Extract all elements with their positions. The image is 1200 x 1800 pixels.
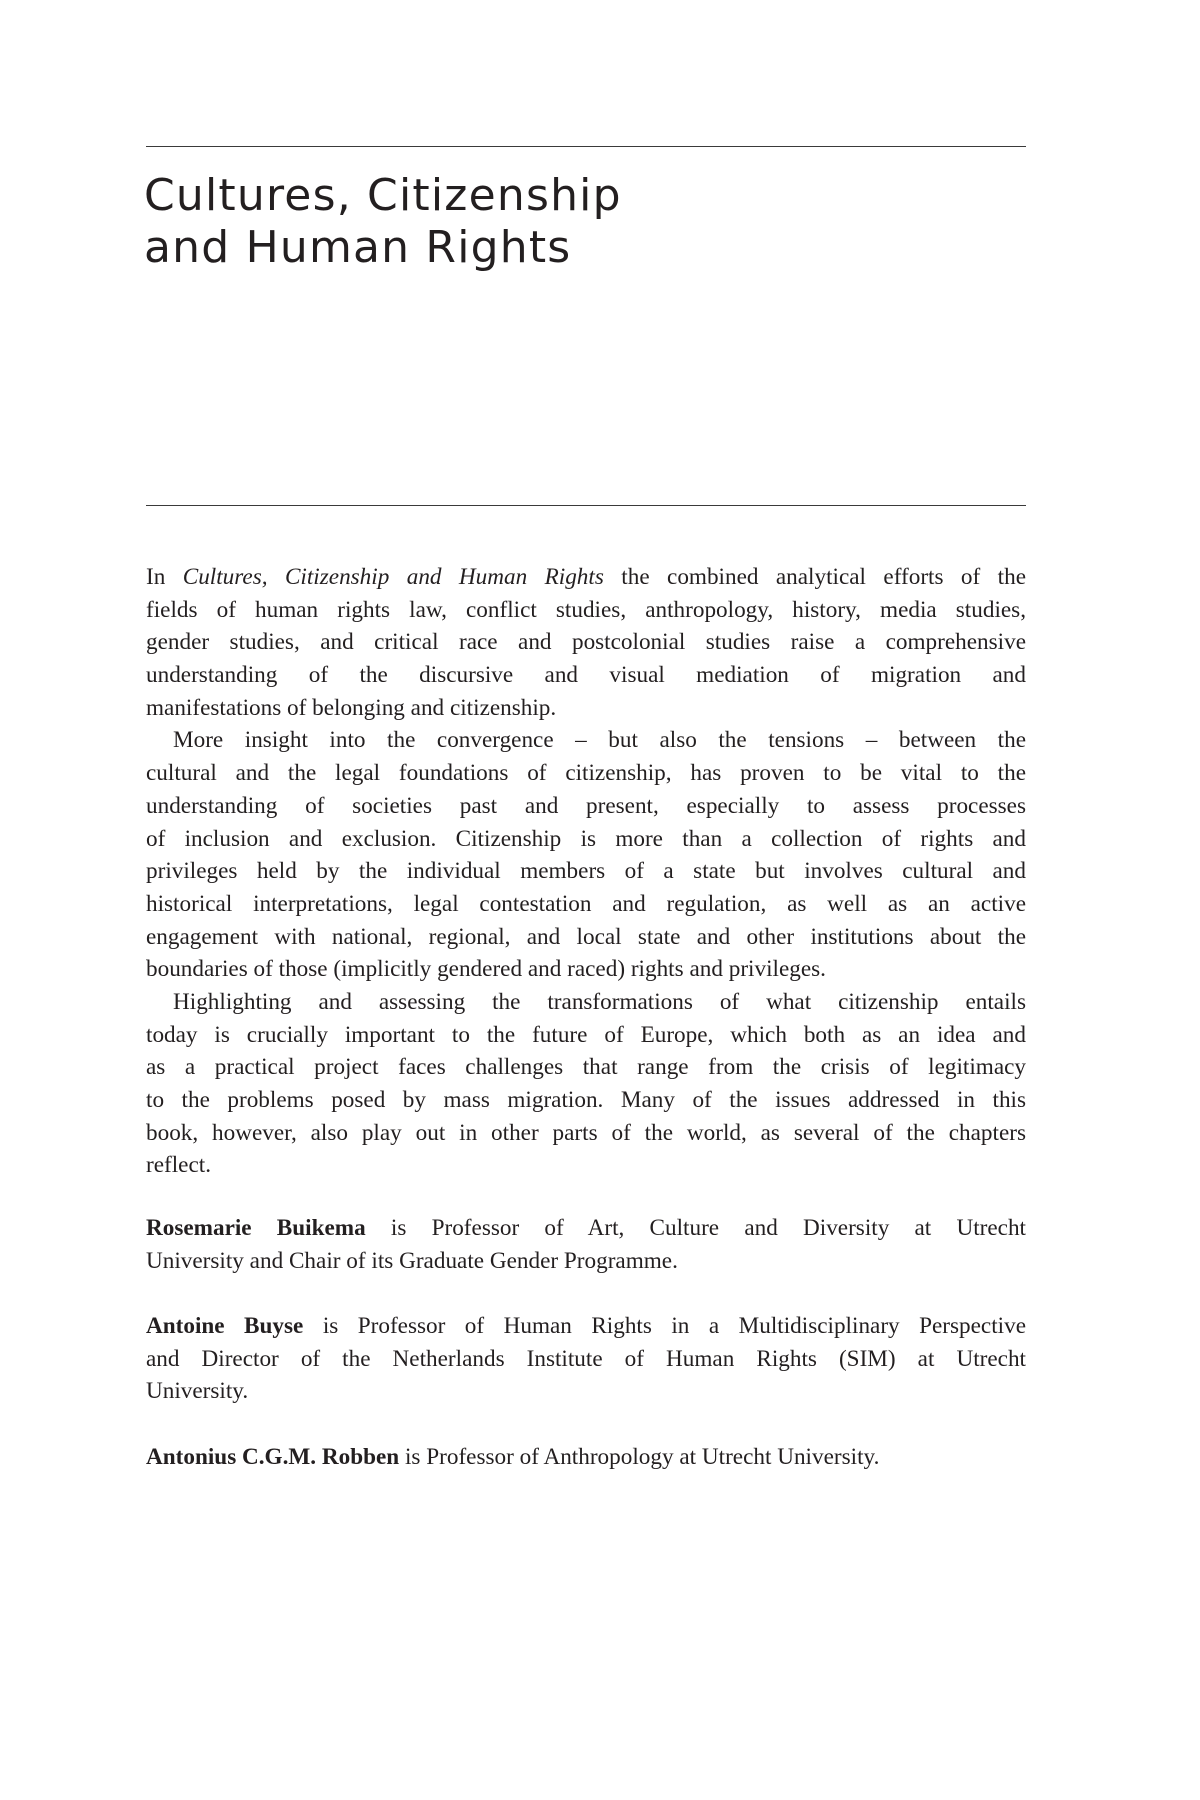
text-line [146,1212,1026,1245]
text-segment: is Professor of Human Rights in a Multidisciplinary Perspective [303,1313,1026,1340]
description-paragraph [146,986,1026,1182]
editor-bio [146,1441,1026,1474]
text-line: of inclusion and exclusion. Citizenship is more than a collection of rights and [146,825,1026,852]
text-line: book, however, also play out in other parts of the world, as several of the chapters [146,1119,1026,1146]
book-title-line-2: and Human Rights [144,222,572,273]
text-line: gender studies, and critical race and postcolonial studies raise a comprehensive [146,629,1026,656]
book-title-italic: Cultures, Citizenship and Human Rights [182,564,604,590]
book-title-line-1: Cultures, Citizenship [144,170,622,221]
text-line: University. [146,1378,249,1405]
text-line: as a practical project faces challenges that range from the crisis of legitimacy [146,1054,1026,1081]
editor-name: Antonius C.G.M. Robben [146,1443,400,1470]
editor-bio [146,1310,1026,1408]
editor-name: Antoine Buyse [146,1313,304,1340]
description-paragraph [146,561,1026,724]
text-line: manifestations of belonging and citizenship. [146,694,557,721]
text-line: today is crucially important to the future of Europe, which both as an idea and [146,1021,1026,1048]
text-line: and Director of the Netherlands Institute of Human Rights (SIM) at Utrecht [146,1345,1026,1372]
text-line [146,1441,1026,1474]
text-line [146,1310,1026,1343]
text-line: fields of human rights law, conflict studies, anthropology, history, media studies, [146,596,1026,623]
text-segment: In [146,564,183,590]
book-description [146,561,1026,1182]
description-paragraph [146,724,1026,986]
text-line: privileges held by the individual members of a state but involves cultural and [146,858,1026,885]
text-segment: the combined analytical efforts of the [603,564,1026,590]
section-rule [146,505,1026,506]
book-title [144,170,622,274]
text-line: understanding of societies past and present, especially to assess processes [146,792,1026,819]
text-line: understanding of the discursive and visual mediation of migration and [146,662,1026,689]
text-segment: is Professor of Anthropology at Utrecht University. [399,1443,880,1470]
editor-bios [146,1212,1026,1506]
text-line: boundaries of those (implicitly gendered and raced) rights and privileges. [146,956,826,983]
text-line: to the problems posed by mass migration. Many of the issues addressed in this [146,1087,1026,1113]
text-line: engagement with national, regional, and local state and other institutions about the [146,923,1026,950]
editor-bio [146,1212,1026,1277]
top-rule [146,146,1026,147]
text-line: More insight into the convergence – but also the tensions – between the [173,727,1026,754]
text-segment: is Professor of Art, Culture and Diversity at Utrecht [365,1215,1026,1241]
editor-name: Rosemarie Buikema [146,1215,366,1241]
text-line: Highlighting and assessing the transformations of what citizenship entails [173,988,1026,1015]
text-line: historical interpretations, legal contestation and regulation, as well as an active [146,890,1026,917]
text-line [146,561,1026,594]
text-line: reflect. [146,1152,211,1179]
text-line: University and Chair of its Graduate Gender Programme. [146,1247,678,1274]
text-line: cultural and the legal foundations of citizenship, has proven to be vital to the [146,760,1026,787]
